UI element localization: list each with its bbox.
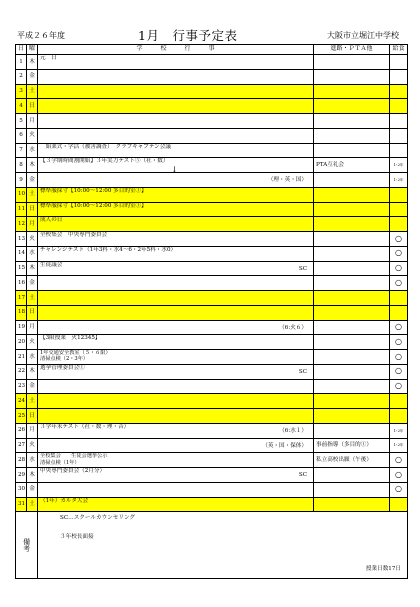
event-cell — [38, 350, 314, 365]
day-cell: 21 — [16, 350, 27, 365]
day-cell: 20 — [16, 335, 27, 350]
event-cell — [38, 320, 314, 335]
day-cell: 29 — [16, 468, 27, 483]
arrow-down-icon: ↓ — [171, 165, 178, 174]
event-text: 元 日 — [40, 55, 57, 61]
pta-cell — [314, 482, 390, 497]
lunch-cell: ○ — [390, 320, 408, 335]
pta-cell — [314, 55, 390, 70]
lunch-cell — [390, 409, 408, 424]
event-cell — [38, 69, 314, 84]
table-row — [16, 394, 408, 409]
lunch-cell: ○ — [390, 350, 408, 365]
table-row — [16, 497, 408, 512]
weekday-cell: 金 — [27, 276, 38, 291]
pta-cell — [314, 350, 390, 365]
day-cell: 6 — [16, 128, 27, 143]
lunch-cell: ○ — [390, 335, 408, 350]
day-cell: 16 — [16, 276, 27, 291]
lunch-cell — [390, 497, 408, 512]
weekday-cell: 金 — [27, 173, 38, 188]
lunch-cell — [390, 143, 408, 158]
event-cell — [38, 143, 314, 158]
event-text: 全校集会 生徒会選挙公示 — [40, 453, 108, 460]
event-text: チャレンジテスト（1年3科・水4～6・2年5科・水0） — [40, 246, 177, 253]
weekday-cell: 土 — [27, 394, 38, 409]
event-text: 始業式・学活（被害調査） クラブキャプテン会議 — [40, 143, 171, 150]
event-note: （英・国・保体） — [262, 442, 307, 449]
table-row — [16, 55, 408, 70]
pta-cell — [314, 423, 390, 438]
weekday-cell: 土 — [27, 497, 38, 512]
event-cell — [38, 165, 314, 188]
lunch-cell — [390, 217, 408, 232]
event-text-2: 清掃点検（2・3年） — [40, 356, 89, 363]
lunch-cell — [390, 128, 408, 143]
lunch-cell: ○ — [390, 261, 408, 276]
col-lunch: 給食 — [390, 45, 408, 55]
pta-cell — [314, 217, 390, 232]
pta-cell: PTA互礼会 — [314, 158, 390, 173]
event-cell — [38, 438, 314, 453]
pta-cell: 事前指導（多目的①） — [314, 438, 390, 453]
lunch-cell — [390, 99, 408, 114]
table-row — [16, 217, 408, 232]
lunch-cell — [390, 394, 408, 409]
weekday-cell: 火 — [27, 128, 38, 143]
table-row — [16, 261, 408, 276]
table-row — [16, 187, 408, 202]
event-text: 選挙管理委員会① — [40, 364, 85, 371]
table-row — [16, 202, 408, 217]
weekday-cell: 月 — [27, 114, 38, 129]
notes-line-2: ３年校長面接 — [60, 534, 94, 541]
table-row — [16, 305, 408, 320]
day-cell: 17 — [16, 291, 27, 306]
pta-cell — [314, 394, 390, 409]
event-cell — [38, 55, 314, 70]
lunch-cell — [390, 187, 408, 202]
event-note: SC — [298, 472, 307, 478]
table-row — [16, 69, 408, 84]
event-text: 中央専門委員会（2月分） — [40, 468, 106, 474]
event-cell — [38, 128, 314, 143]
table-row — [16, 438, 408, 453]
event-text: （1年）カルタ大会 — [40, 497, 89, 504]
lunch-cell: 1･2年 — [390, 173, 408, 188]
pta-cell — [314, 409, 390, 424]
event-cell — [38, 84, 314, 99]
event-text-2: 清掃点検（1年） — [40, 459, 80, 466]
day-cell: 9 — [16, 173, 27, 188]
lunch-cell: ○ — [390, 276, 408, 291]
weekday-cell: 木 — [27, 468, 38, 483]
day-cell: 3 — [16, 84, 27, 99]
event-cell — [38, 99, 314, 114]
pta-cell — [314, 99, 390, 114]
notes-cell — [38, 512, 408, 579]
col-events: 学 校 行 事 — [38, 45, 314, 55]
day-cell: 14 — [16, 246, 27, 261]
day-cell: 10 — [16, 187, 27, 202]
weekday-cell: 土 — [27, 84, 38, 99]
notes-label: 備考 — [16, 512, 38, 579]
table-row — [16, 246, 408, 261]
table-row — [16, 423, 408, 438]
event-cell — [38, 364, 314, 379]
weekday-cell: 月 — [27, 320, 38, 335]
event-cell — [38, 497, 314, 512]
weekday-cell: 日 — [27, 99, 38, 114]
day-cell: 25 — [16, 409, 27, 424]
table-row — [16, 350, 408, 365]
weekday-cell: 火 — [27, 232, 38, 247]
table-row — [16, 276, 408, 291]
pta-cell — [314, 232, 390, 247]
table-header-row — [16, 45, 408, 55]
day-cell: 8 — [16, 158, 27, 173]
day-cell: 4 — [16, 99, 27, 114]
pta-cell — [314, 379, 390, 394]
table-row — [16, 143, 408, 158]
schedule-table — [15, 44, 408, 579]
weekday-cell: 水 — [27, 350, 38, 365]
notes-line-1: SC…スクールカウンセリング — [60, 515, 136, 522]
pta-cell: 私立高校出願（午後） — [314, 453, 390, 468]
weekday-cell: 水 — [27, 143, 38, 158]
table-row — [16, 173, 408, 188]
day-cell: 23 — [16, 379, 27, 394]
day-cell: 31 — [16, 497, 27, 512]
day-cell: 30 — [16, 482, 27, 497]
event-note: SC — [298, 368, 307, 375]
event-text: 全校集会 中央専門委員会 — [40, 232, 108, 238]
weekday-cell: 木 — [27, 55, 38, 70]
event-note: （6:火６） — [279, 324, 307, 331]
lunch-cell — [390, 114, 408, 129]
header — [0, 28, 420, 44]
table-row — [16, 364, 408, 379]
weekday-cell: 金 — [27, 379, 38, 394]
lunch-cell — [390, 291, 408, 306]
day-cell: 2 — [16, 69, 27, 84]
weekday-cell: 月 — [27, 423, 38, 438]
table-row — [16, 379, 408, 394]
lunch-cell — [390, 84, 408, 99]
weekday-cell: 土 — [27, 187, 38, 202]
event-text: 標準服採寸【10:00～12:00 多目的室①】 — [40, 202, 147, 209]
weekday-cell: 日 — [27, 409, 38, 424]
event-cell — [38, 217, 314, 232]
table-row — [16, 291, 408, 306]
weekday-cell: 日 — [27, 305, 38, 320]
table-row — [16, 409, 408, 424]
pta-cell — [314, 84, 390, 99]
lunch-cell: ○ — [390, 246, 408, 261]
pta-cell — [314, 468, 390, 483]
pta-cell — [314, 173, 390, 188]
notes-row — [16, 512, 408, 579]
event-note: SC — [298, 265, 307, 272]
weekday-cell: 金 — [27, 69, 38, 84]
pta-cell — [314, 69, 390, 84]
event-note: （6:水１） — [279, 427, 307, 434]
day-cell: 13 — [16, 232, 27, 247]
weekday-cell: 木 — [27, 364, 38, 379]
table-row — [16, 128, 408, 143]
weekday-cell: 水 — [27, 453, 38, 468]
event-cell — [38, 232, 314, 247]
table-row — [16, 453, 408, 468]
event-cell — [38, 482, 314, 497]
day-cell: 18 — [16, 305, 27, 320]
day-cell: 1 — [16, 55, 27, 70]
table-row — [16, 158, 408, 173]
lunch-cell — [390, 305, 408, 320]
weekday-cell: 金 — [27, 482, 38, 497]
lunch-cell: ○ — [390, 364, 408, 379]
lunch-cell — [390, 55, 408, 70]
event-note: （理・英・国） — [267, 177, 307, 183]
weekday-cell: 木 — [27, 261, 38, 276]
table-row — [16, 84, 408, 99]
day-cell: 5 — [16, 114, 27, 129]
event-text: 1年交通安全教室（５・６限） — [40, 350, 111, 356]
day-cell: 27 — [16, 438, 27, 453]
pta-cell — [314, 320, 390, 335]
pta-cell — [314, 246, 390, 261]
lunch-cell: ○ — [390, 468, 408, 483]
pta-cell — [314, 128, 390, 143]
event-cell — [38, 468, 314, 483]
table-row — [16, 114, 408, 129]
lunch-cell: 1･2年 — [390, 438, 408, 453]
event-cell — [38, 114, 314, 129]
page-title: 1月 行事予定表 — [138, 28, 238, 43]
event-text: ３学年末テスト（社・数・理・音） — [40, 423, 130, 430]
event-text: 【3限授業 火12345】 — [40, 335, 101, 342]
event-cell — [38, 335, 314, 350]
day-cell: 12 — [16, 217, 27, 232]
table-row — [16, 232, 408, 247]
day-cell: 24 — [16, 394, 27, 409]
event-cell — [38, 453, 314, 468]
pta-cell — [314, 187, 390, 202]
pta-cell — [314, 305, 390, 320]
pta-cell — [314, 291, 390, 306]
lunch-cell: ○ — [390, 379, 408, 394]
table-row — [16, 99, 408, 114]
pta-cell — [314, 335, 390, 350]
table-row — [16, 320, 408, 335]
lunch-cell — [390, 69, 408, 84]
col-weekday: 曜 — [27, 45, 38, 55]
table-row — [16, 468, 408, 483]
pta-cell — [314, 276, 390, 291]
pta-cell — [314, 497, 390, 512]
fiscal-year: 平成２６年度 — [17, 31, 65, 40]
lunch-cell: ○ — [390, 453, 408, 468]
pta-cell — [314, 202, 390, 217]
weekday-cell: 土 — [27, 291, 38, 306]
event-text: 成人の日 — [40, 217, 63, 224]
table-row — [16, 482, 408, 497]
event-cell — [38, 379, 314, 394]
col-day: 日 — [16, 45, 27, 55]
day-cell: 11 — [16, 202, 27, 217]
weekday-cell: 木 — [27, 158, 38, 173]
event-cell — [38, 394, 314, 409]
lunch-cell: 1･2年 — [390, 158, 408, 173]
weekday-cell: 日 — [27, 202, 38, 217]
lunch-cell — [390, 202, 408, 217]
event-text: 【３学期時間割開始】３年実力テスト⑤（社・数） — [40, 158, 169, 165]
weekday-cell: 火 — [27, 335, 38, 350]
event-cell — [38, 187, 314, 202]
day-cell: 28 — [16, 453, 27, 468]
lunch-cell: ○ — [390, 232, 408, 247]
day-cell: 26 — [16, 423, 27, 438]
event-cell — [38, 202, 314, 217]
table-row — [16, 335, 408, 350]
pta-cell — [314, 114, 390, 129]
day-cell: 7 — [16, 143, 27, 158]
pta-cell — [314, 261, 390, 276]
event-cell — [38, 409, 314, 424]
weekday-cell: 火 — [27, 438, 38, 453]
pta-cell — [314, 143, 390, 158]
weekday-cell: 水 — [27, 246, 38, 261]
school-name: 大阪市立堀江中学校 — [327, 31, 399, 40]
lunch-cell: 1･2年 — [390, 423, 408, 438]
event-cell — [38, 246, 314, 261]
lunch-cell: ○ — [390, 482, 408, 497]
pta-cell — [314, 364, 390, 379]
day-cell: 15 — [16, 261, 27, 276]
event-cell — [38, 261, 314, 276]
col-pta: 進路・ＰＴＡ他 — [314, 45, 390, 55]
event-cell — [38, 291, 314, 306]
day-cell: 22 — [16, 364, 27, 379]
school-days: 授業日数17日 — [365, 565, 401, 572]
event-cell — [38, 276, 314, 291]
weekday-cell: 月 — [27, 217, 38, 232]
event-text: 生徒議会 — [40, 261, 63, 268]
event-text: 標準服採寸【10:00～12:00 多目的室①】 — [40, 187, 147, 194]
event-cell — [38, 305, 314, 320]
event-cell — [38, 423, 314, 438]
day-cell: 19 — [16, 320, 27, 335]
